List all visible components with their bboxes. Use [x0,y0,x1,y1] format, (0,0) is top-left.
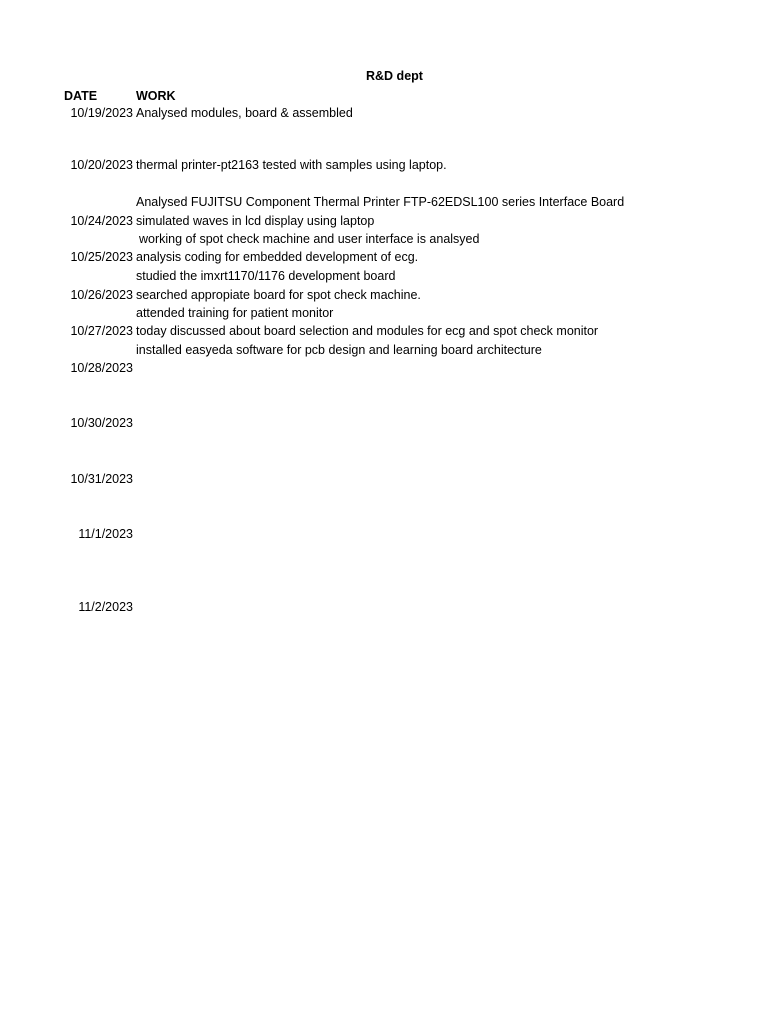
work-cell: thermal printer-pt2163 tested with samples using laptop. [136,158,447,172]
date-cell: 11/2/2023 [78,600,133,614]
column-header-date: DATE [64,89,98,103]
work-cell: installed easyeda software for pcb design and learning board architecture [136,343,542,357]
work-cell: simulated waves in lcd display using laptop [136,214,375,228]
sheet-title: R&D dept [366,69,423,83]
work-cell: searched appropiate board for spot check machine. [136,288,421,302]
date-cell: 10/27/2023 [70,324,133,338]
work-cell: working of spot check machine and user interface is analsyed [139,232,480,246]
work-cell: today discussed about board selection and modules for ecg and spot check monitor [136,324,599,338]
date-cell: 10/24/2023 [70,214,133,228]
work-cell: analysis coding for embedded development of ecg. [136,250,419,264]
column-header-work: WORK [136,89,176,103]
date-cell: 10/19/2023 [70,106,133,120]
date-cell: 10/28/2023 [70,361,133,375]
work-cell: Analysed FUJITSU Component Thermal Printer FTP-62EDSL100 series Interface Board [136,195,625,209]
date-cell: 10/30/2023 [70,416,133,430]
date-cell: 11/1/2023 [78,527,133,541]
date-cell: 10/25/2023 [70,250,133,264]
date-cell: 10/26/2023 [70,288,133,302]
work-cell: Analysed modules, board & assembled [136,106,353,120]
work-cell: studied the imxrt1170/1176 development board [136,269,396,283]
date-cell: 10/31/2023 [70,472,133,486]
date-cell: 10/20/2023 [70,158,133,172]
work-cell: attended training for patient monitor [136,306,334,320]
